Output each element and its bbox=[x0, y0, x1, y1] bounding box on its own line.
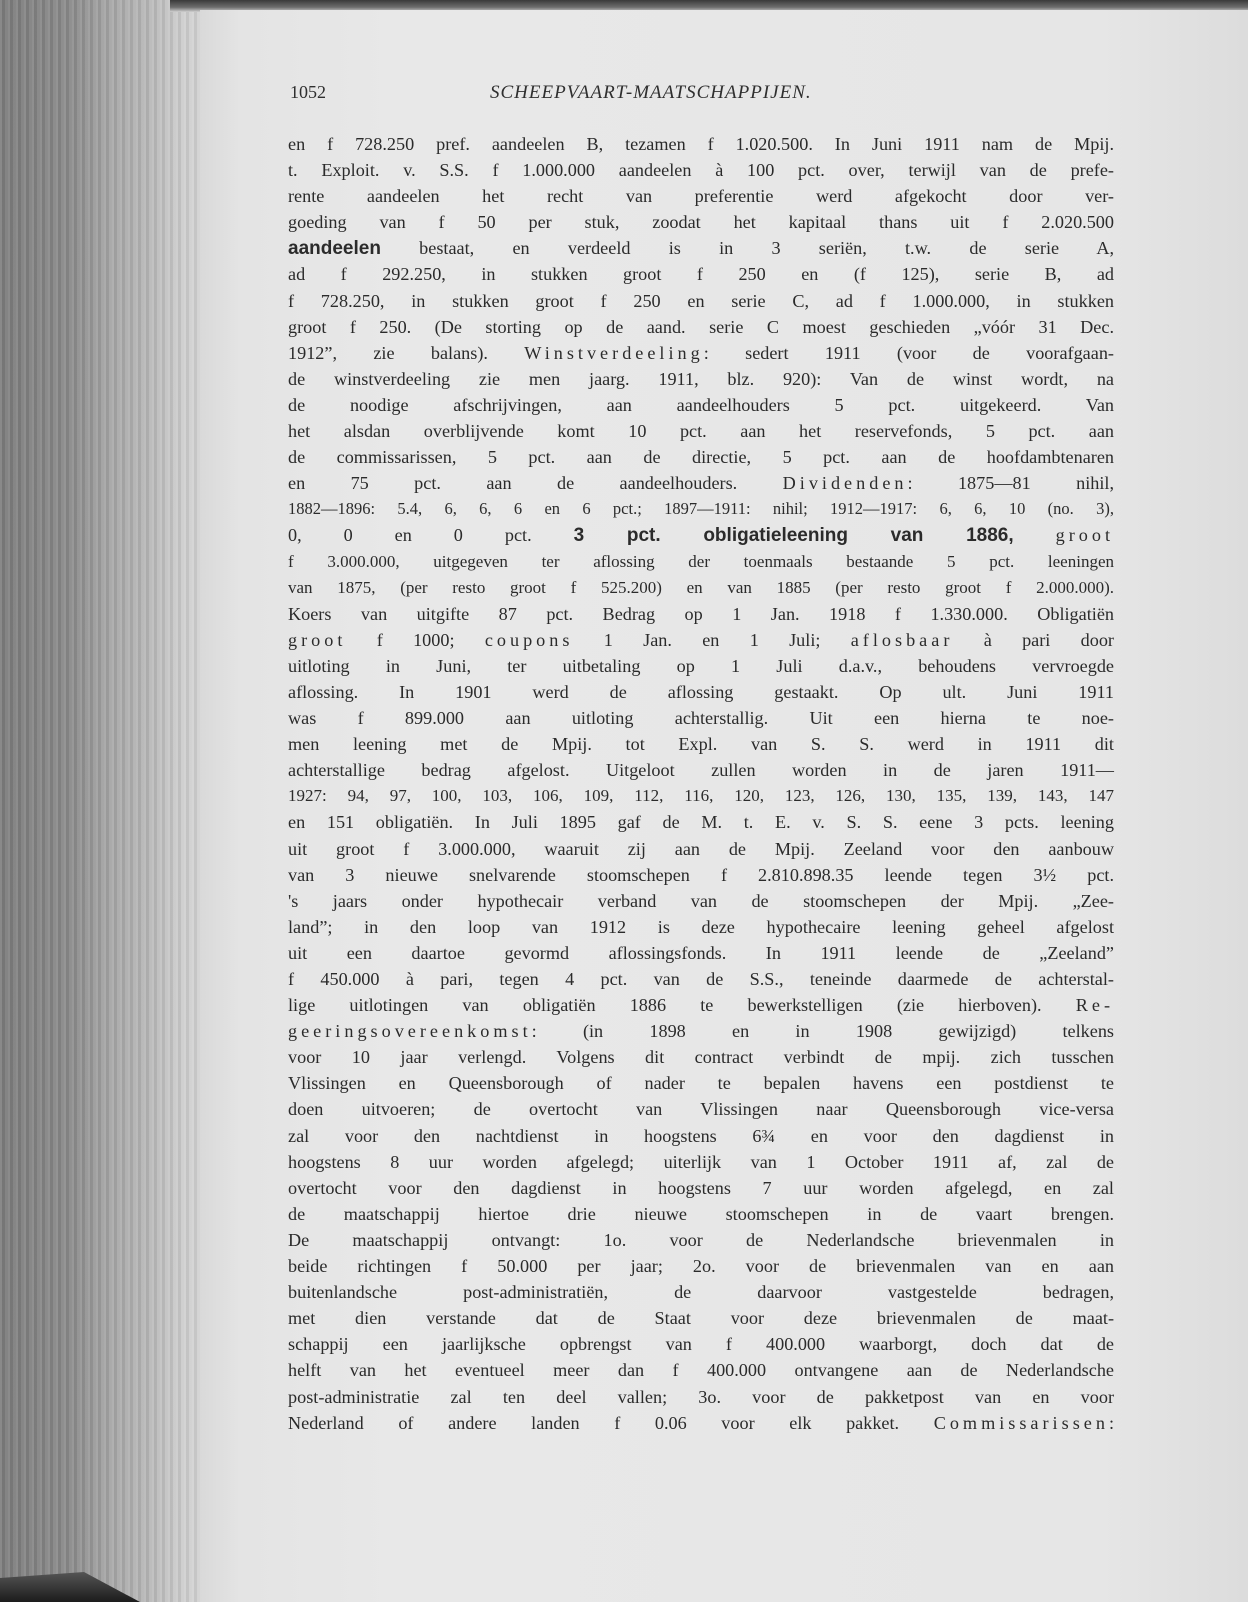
text-line: voor 10 jaar verlengd. Volgens dit contract verbindt de mpij. zich tusschen bbox=[288, 1047, 1114, 1068]
text-line: buitenlandsche post-administratiën, de daarvoor vastgestelde bedragen, bbox=[288, 1282, 1114, 1303]
text-line bbox=[288, 627, 1114, 653]
text-run: : sedert 1911 (voor de voorafgaan- bbox=[703, 342, 1114, 363]
spaced-term: Commissarissen bbox=[933, 1412, 1109, 1433]
text-run: : 1875—81 nihil, bbox=[907, 473, 1114, 494]
running-title: SCHEEPVAART-MAATSCHAPPIJEN. bbox=[490, 82, 812, 103]
text-line: doen uitvoeren; de overtocht van Vlissingen naar Queensborough vice-versa bbox=[288, 1099, 1114, 1120]
text-line: 1927: 94, 97, 100, 103, 106, 109, 112, 116, 120, 123, 126, 130, 135, 139, 143, 147 bbox=[288, 786, 1114, 806]
spaced-term: Re- bbox=[1075, 995, 1114, 1016]
text-line: achterstallige bedrag afgelost. Uitgeloot zullen worden in de jaren 1911— bbox=[288, 760, 1114, 781]
page-header bbox=[290, 82, 1110, 112]
text-line: uit groot f 3.000.000, waaruit zij aan de Mpij. Zeeland voor den aanbouw bbox=[288, 838, 1114, 859]
text-line bbox=[288, 1410, 1114, 1436]
text-line: en 151 obligatiën. In Juli 1895 gaf de M. t. E. v. S. S. eene 3 pcts. leening bbox=[288, 812, 1114, 833]
text-line: men leening met de Mpij. tot Expl. van S. S. werd in 1911 dit bbox=[288, 734, 1114, 755]
text-run: en 75 pct. aan de aandeelhouders. bbox=[288, 473, 783, 494]
text-run: bestaat, en verdeeld is in 3 seriën, t.w. de serie A, bbox=[380, 238, 1114, 259]
spaced-term: aflosbaar bbox=[850, 629, 954, 650]
spaced-term: Winstverdeeling bbox=[524, 342, 704, 363]
text-run: 0, 0 en 0 pct. bbox=[288, 525, 574, 546]
text-line: de noodige afschrijvingen, aan aandeelhouders 5 pct. uitgekeerd. Van bbox=[288, 394, 1114, 415]
spaced-term: Dividenden bbox=[782, 473, 908, 494]
text-line: goeding van f 50 per stuk, zoodat het kapitaal thans uit f 2.020.500 bbox=[288, 212, 1114, 233]
text-line: de winstverdeeling zie men jaarg. 1911, blz. 920): Van de winst wordt, na bbox=[288, 368, 1114, 389]
text-run: : (in 1898 en in 1908 gewijzigd) telkens bbox=[531, 1021, 1114, 1042]
text-line bbox=[288, 340, 1114, 366]
bold-term: 3 pct. obligatieleening van 1886, bbox=[573, 525, 1014, 547]
text-line: f 3.000.000, uitgegeven ter aflossing der toenmaals bestaande 5 pct. leeningen bbox=[288, 551, 1114, 571]
text-line: f 450.000 à pari, tegen 4 pct. van de S.S., teneinde daarmede de achterstal- bbox=[288, 969, 1114, 989]
text-line: van 1875, (per resto groot f 525.200) en van 1885 (per resto groot f 2.000.000). bbox=[288, 577, 1114, 597]
text-line bbox=[288, 235, 1114, 261]
text-line bbox=[288, 522, 1114, 548]
text-line: land”; in den loop van 1912 is deze hypothecaire leening geheel afgelost bbox=[288, 916, 1114, 937]
spaced-term: groot bbox=[1055, 525, 1115, 546]
bold-term: aandeelen bbox=[288, 238, 381, 260]
text-line bbox=[288, 470, 1114, 496]
text-run: 1912”, zie balans). bbox=[288, 342, 525, 363]
text-line: schappij een jaarlijksche opbrengst van f 400.000 waarborgt, doch dat de bbox=[288, 1334, 1114, 1355]
text-run: 1 Jan. en 1 Juli; bbox=[573, 629, 851, 650]
text-line: aflossing. In 1901 werd de aflossing gestaakt. Op ult. Juni 1911 bbox=[288, 681, 1114, 702]
text-run: f 1000; bbox=[346, 629, 485, 650]
text-line: uitloting in Juni, ter uitbetaling op 1 Juli d.a.v., behoudens vervroegde bbox=[288, 655, 1114, 676]
spaced-term: geeringsovereenkomst bbox=[288, 1021, 532, 1042]
text-line: rente aandeelen het recht van preferentie werd afgekocht door ver- bbox=[288, 186, 1114, 207]
text-run: : bbox=[1108, 1412, 1114, 1433]
text-line: groot f 250. (De storting op de aand. serie C moest geschieden „vóór 31 Dec. bbox=[288, 316, 1114, 337]
text-line: de commissarissen, 5 pct. aan de directie, 5 pct. aan de hoofdambtenaren bbox=[288, 447, 1114, 468]
text-line: hoogstens 8 uur worden afgelegd; uiterlijk van 1 October 1911 af, zal de bbox=[288, 1151, 1114, 1172]
page-number: 1052 bbox=[290, 82, 326, 102]
text-run: lige uitlotingen van obligatiën 1886 te bewerkstelligen (zie hierboven). bbox=[288, 995, 1076, 1016]
text-line: met dien verstande dat de Staat voor deze brievenmalen de maat- bbox=[288, 1308, 1114, 1329]
text-line: Koers van uitgifte 87 pct. Bedrag op 1 Jan. 1918 f 1.330.000. Obligatiën bbox=[288, 603, 1114, 624]
text-line: f 728.250, in stukken groot f 250 en serie C, ad f 1.000.000, in stukken bbox=[288, 290, 1114, 311]
text-run bbox=[1014, 525, 1056, 545]
text-line: beide richtingen f 50.000 per jaar; 2o. voor de brievenmalen van en aan bbox=[288, 1256, 1114, 1277]
text-line: ad f 292.250, in stukken groot f 250 en (f 125), serie B, ad bbox=[288, 264, 1114, 285]
body-text bbox=[288, 131, 1114, 1436]
text-run: à pari door bbox=[953, 629, 1114, 650]
text-line: was f 899.000 aan uitloting achterstallig. Uit een hierna te noe- bbox=[288, 708, 1114, 729]
text-line: van 3 nieuwe snelvarende stoomschepen f 2.810.898.35 leende tegen 3½ pct. bbox=[288, 864, 1114, 885]
text-line: zal voor den nachtdienst in hoogstens 6¾ en voor den dagdienst in bbox=[288, 1125, 1114, 1146]
text-line: overtocht voor den dagdienst in hoogstens 7 uur worden afgelegd, en zal bbox=[288, 1177, 1114, 1198]
book-page-edges bbox=[0, 0, 210, 1602]
text-line: de maatschappij hiertoe drie nieuwe stoomschepen in de vaart brengen. bbox=[288, 1203, 1114, 1224]
text-line: uit een daartoe gevormd aflossingsfonds. In 1911 leende de „Zeeland” bbox=[288, 942, 1114, 963]
text-line: 1882—1896: 5.4, 6, 6, 6 en 6 pct.; 1897—1911: nihil; 1912—1917: 6, 6, 10 (no. 3), bbox=[288, 499, 1114, 519]
text-line: t. Exploit. v. S.S. f 1.000.000 aandeelen à 100 pct. over, terwijl van de prefe- bbox=[288, 160, 1114, 181]
text-line: De maatschappij ontvangt: 1o. voor de Nederlandsche brievenmalen in bbox=[288, 1229, 1114, 1250]
text-run: Nederland of andere landen f 0.06 voor elk pakket. bbox=[288, 1412, 934, 1433]
text-line: Vlissingen en Queensborough of nader te bepalen havens een postdienst te bbox=[288, 1073, 1114, 1094]
spaced-term: coupons bbox=[484, 629, 574, 650]
text-line: en f 728.250 pref. aandeelen B, tezamen f 1.020.500. In Juni 1911 nam de Mpij. bbox=[288, 134, 1114, 154]
spaced-term: groot bbox=[288, 629, 347, 650]
text-line: het alsdan overblijvende komt 10 pct. aan het reservefonds, 5 pct. aan bbox=[288, 421, 1114, 442]
text-line: helft van het eventueel meer dan f 400.000 ontvangene aan de Nederlandsche bbox=[288, 1360, 1114, 1381]
text-line bbox=[288, 992, 1114, 1018]
text-line: 's jaars onder hypothecair verband van de stoomschepen der Mpij. „Zee- bbox=[288, 890, 1114, 911]
text-line: post-administratie zal ten deel vallen; 3o. voor de pakketpost van en voor bbox=[288, 1386, 1114, 1407]
text-line bbox=[288, 1018, 1114, 1044]
